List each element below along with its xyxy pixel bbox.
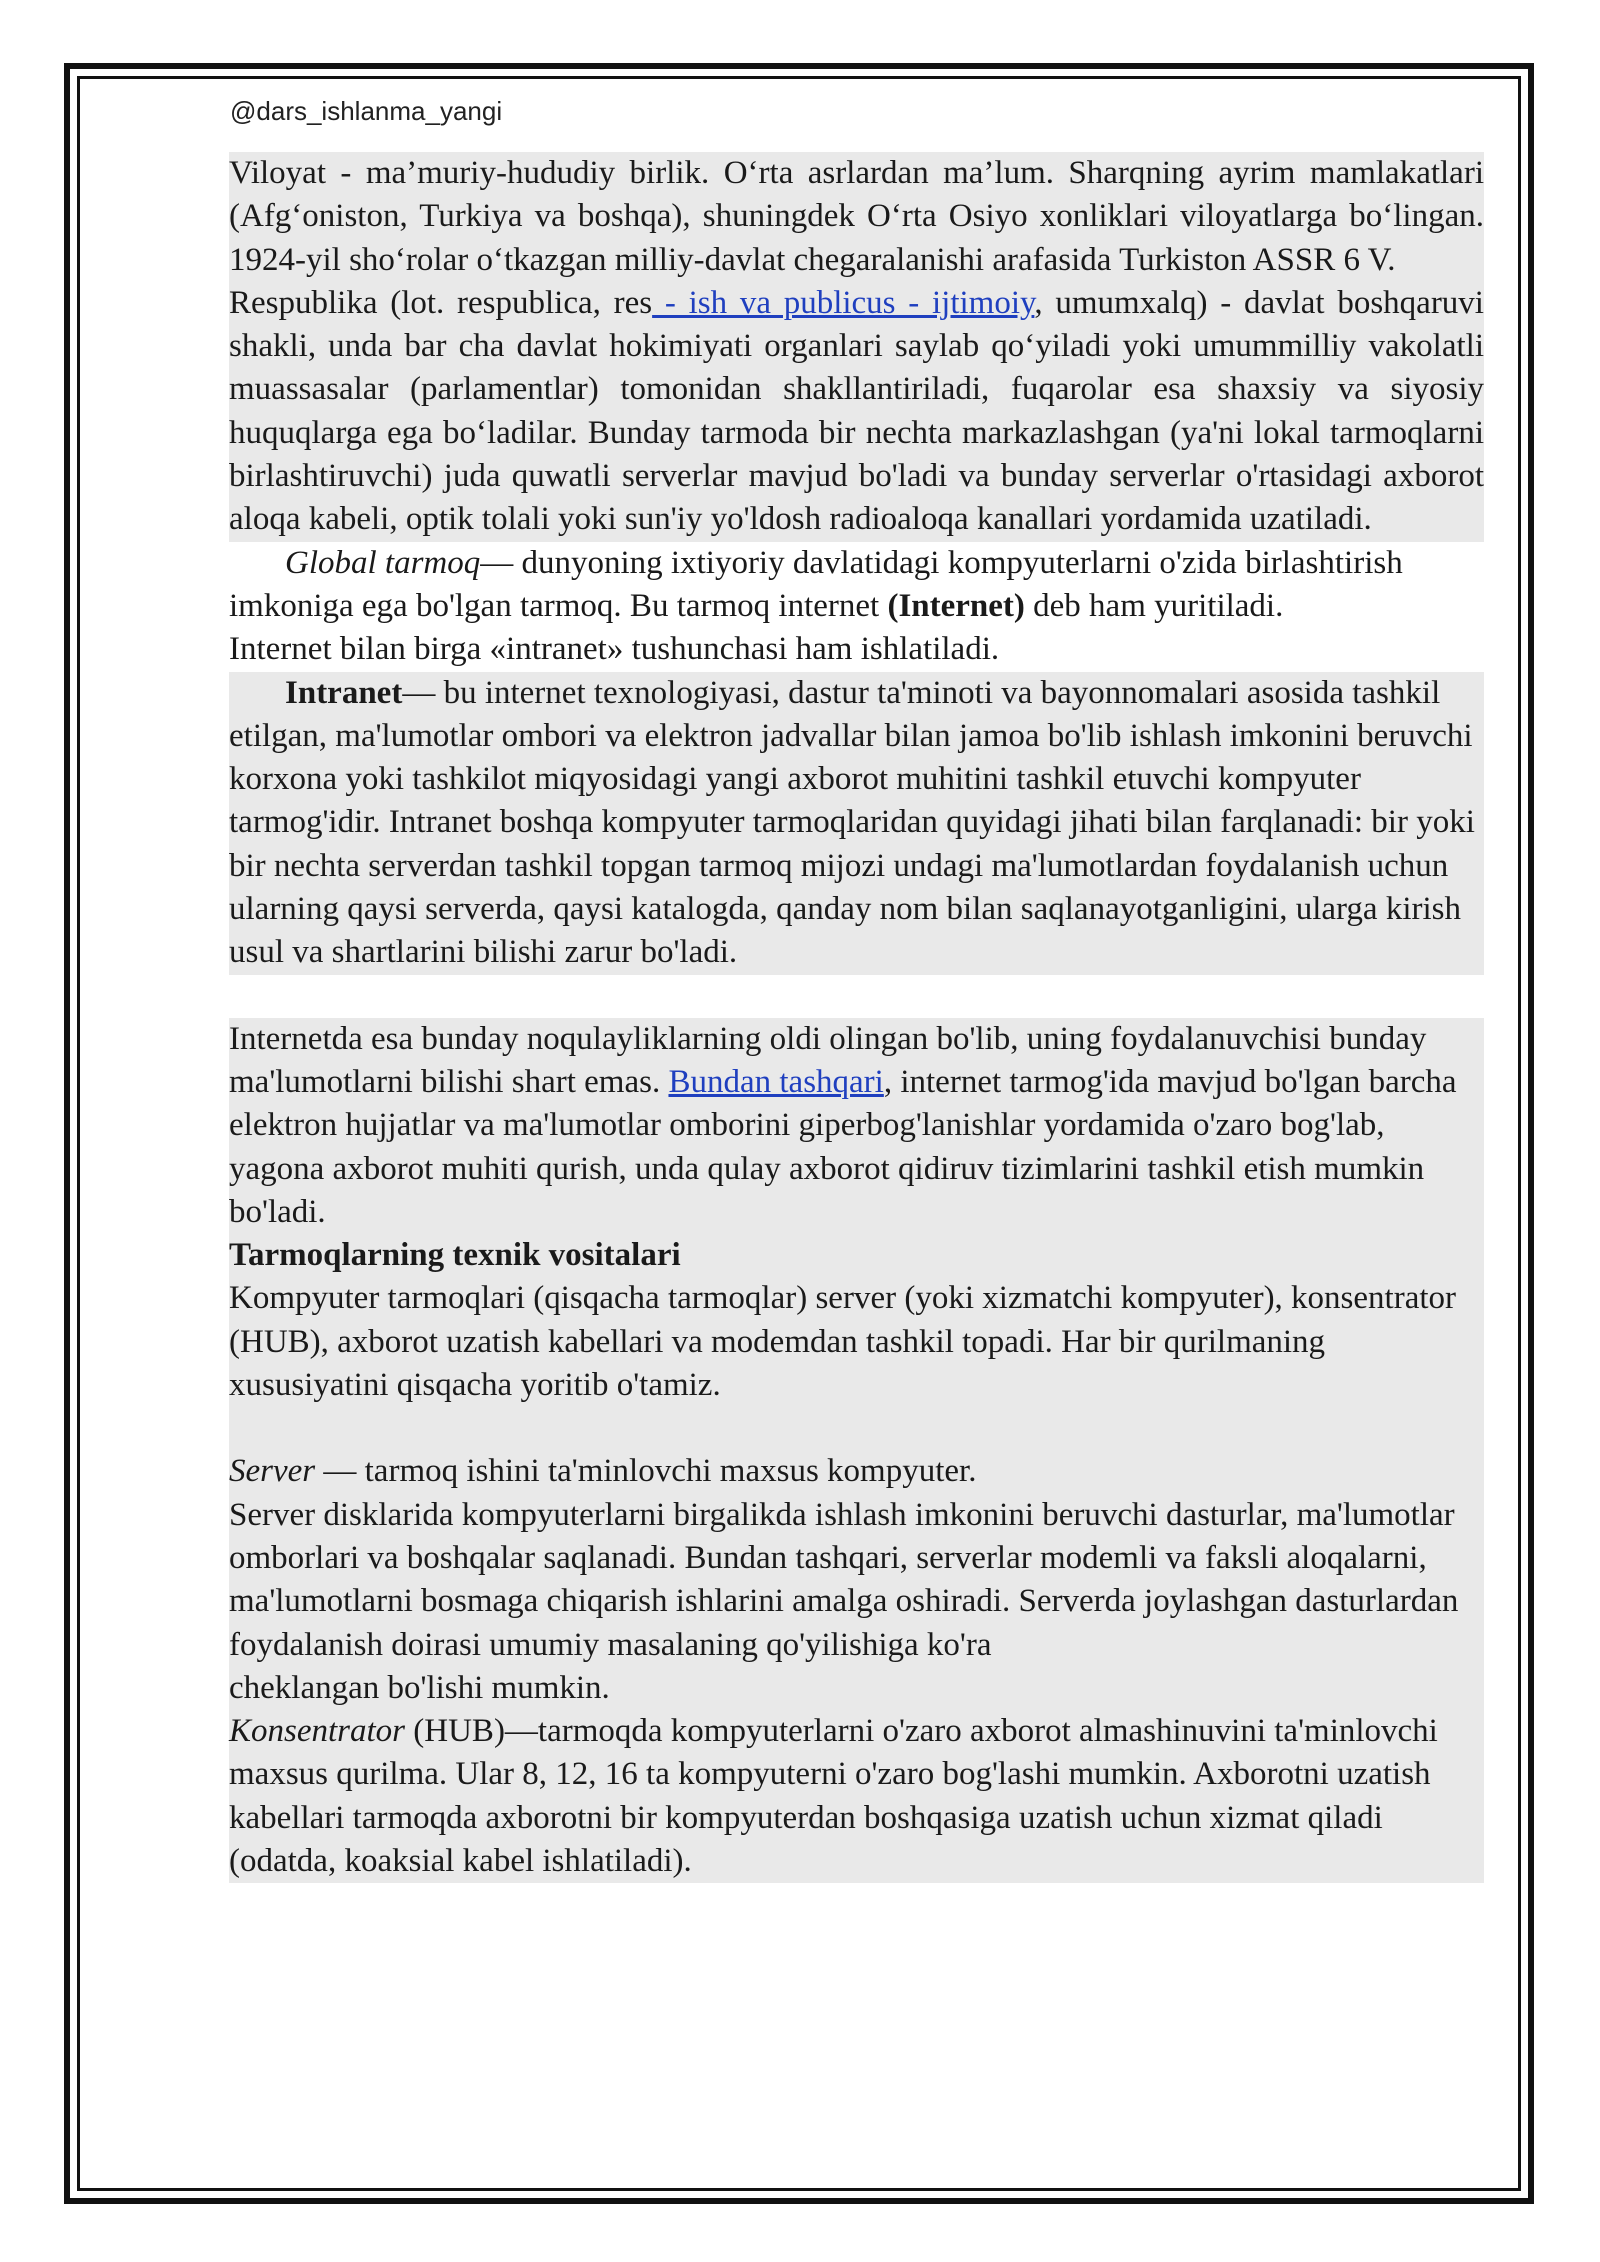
section-heading: Tarmoqlarning texnik vositalari bbox=[229, 1234, 1484, 1277]
blank-line bbox=[229, 975, 1484, 1018]
respublika-underlined-term[interactable]: - ish va publicus - ijtimoiy bbox=[652, 284, 1035, 321]
paragraph-respublika bbox=[229, 282, 1484, 542]
respublika-text-start: Respublika (lot. respublica, res bbox=[229, 284, 653, 321]
document-body bbox=[229, 152, 1484, 1883]
paragraph-global-tarmoq bbox=[229, 542, 1484, 629]
internet-bold-term: (Internet) bbox=[887, 587, 1025, 624]
bundan-tashqari-link[interactable]: Bundan tashqari bbox=[668, 1063, 884, 1100]
intranet-text: — bu internet texnologiyasi, dastur ta'minoti va bayonnomalari asosida tashkil etilgan, ma'lumotlar ombori va elektron jadvallar bilan jamoa bo'lib ishlash imkonini beruvchi korxona yoki tashkilot miqyosidagi yangi axborot muhitini tashkil etuvchi kompyuter tarmog'idir. Intranet boshqa kompyuter tarmoqlaridan quyidagi jihati bilan farqlanadi: bir yoki bir nechta serverdan tashkil topgan tarmoq mijozi undagi ma'lumotlardan foydalanish uchun ularning qaysi serverda, qaysi katalogda, qanday nom bilan saqlanayotganligini, ularga kirish usul va shartlarini bilishi zarur bo'ladi. bbox=[229, 674, 1475, 971]
server-definition-text: — tarmoq ishini ta'minlovchi maxsus kompyuter. bbox=[315, 1453, 977, 1490]
internet-text-end: , internet tarmog'ida mavjud bo'lgan barcha elektron hujjatlar va ma'lumotlar omborini giperbog'lanishlar yordamida o'zaro bog'lab, yagona axborot muhiti qurish, unda qulay axborot qidiruv tizimlarini tashkil etish mumkin bo'ladi. bbox=[229, 1063, 1457, 1230]
server-term: Server bbox=[229, 1453, 316, 1490]
paragraph-server-description-end: cheklangan bo'lishi mumkin. bbox=[229, 1667, 1484, 1710]
global-tarmoq-text-end: deb ham yuritiladi. bbox=[1024, 587, 1284, 624]
konsentrator-term: Konsentrator bbox=[229, 1713, 406, 1750]
konsentrator-text: (HUB)—tarmoqda kompyuterlarni o'zaro axborot almashinuvini ta'minlovchi maxsus qurilma. Ular 8, 12, 16 ta kompyuterni o'zaro bog'lashi mumkin. Axborotni uzatish kabellari tarmoqda axborotni bir kompyuterdan boshqasiga uzatish uchun xizmat qiladi (odatda, koaksial kabel ishlatiladi). bbox=[229, 1713, 1438, 1879]
paragraph-konsentrator bbox=[229, 1710, 1484, 1883]
global-tarmoq-text: — dunyoning ixtiyoriy davlatidagi kompyuterlarni o'zida birlashtirish imkoniga ega bo'lgan tarmoq. Bu tarmoq internet bbox=[229, 544, 1403, 624]
channel-handle: @dars_ishlanma_yangi bbox=[230, 96, 503, 126]
paragraph-intranet-intro: Internet bilan birga «intranet» tushunchasi ham ishlatiladi. bbox=[229, 631, 1000, 668]
global-tarmoq-term: Global tarmoq bbox=[285, 544, 481, 581]
blank-line-shaded bbox=[229, 1407, 1484, 1450]
paragraph-server-description: Server disklarida kompyuterlarni birgalikda ishlash imkonini beruvchi dasturlar, ma'lumotlar omborlari va boshqalar saqlanadi. Bundan tashqari, serverlar modemli va faksli aloqalarni, ma'lumotlarni bosmaga chiqarish ishlarini amalga oshiradi. Serverda joylashgan dasturlardan foydalanish doirasi umumiy masalaning qo'yilishiga ko'ra bbox=[229, 1494, 1484, 1667]
paragraph-internet bbox=[229, 1018, 1484, 1234]
internet-text-start: Internetda esa bunday noqulayliklarning oldi olingan bo'lib, uning foydalanuvchisi bunday ma'lumotlarni bilishi shart emas. bbox=[229, 1020, 1427, 1100]
paragraph-intranet bbox=[229, 672, 1484, 975]
intranet-term: Intranet bbox=[285, 674, 403, 711]
respublika-text-end: , umumxalq) - davlat boshqaruvi shakli, unda bar cha davlat hokimiyati organlari saylab qo‘yiladi yoki umummilliy vakolatli muassasalar (parlamentlar) tomonidan shakllantiriladi, fuqarolar esa shaxsiy va siyosiy huquqlarga ega bo‘ladilar. Bunday tarmoda bir nechta markazlashgan (ya'ni lokal tarmoqlarni birlashtiruvchi) juda quwatli serverlar mavjud bo'ladi va bunday serverlar o'rtasidagi axborot aloqa kabeli, optik tolali yoki sun'iy yo'ldosh radioaloqa kanallari yordamida uzatiladi. bbox=[229, 284, 1484, 538]
paragraph-technical-tools: Kompyuter tarmoqlari (qisqacha tarmoqlar) server (yoki xizmatchi kompyuter), konsentrator (HUB), axborot uzatish kabellari va modemdan tashkil topadi. Har bir qurilmaning xususiyatini qisqacha yoritib o'tamiz. bbox=[229, 1277, 1484, 1407]
paragraph-server-definition bbox=[229, 1450, 1484, 1493]
paragraph-viloyat: Viloyat - ma’muriy-hududiy birlik. O‘rta asrlardan ma’lum. Sharqning ayrim mamlakatlari (Afg‘oniston, Turkiya va boshqa), shuningdek O‘rta Osiyo xonliklari viloyatlarga bo‘lingan. 1924-yil sho‘rolar o‘tkazgan milliy-davlat chegaralanishi arafasida Turkiston ASSR 6 V. bbox=[229, 152, 1484, 282]
